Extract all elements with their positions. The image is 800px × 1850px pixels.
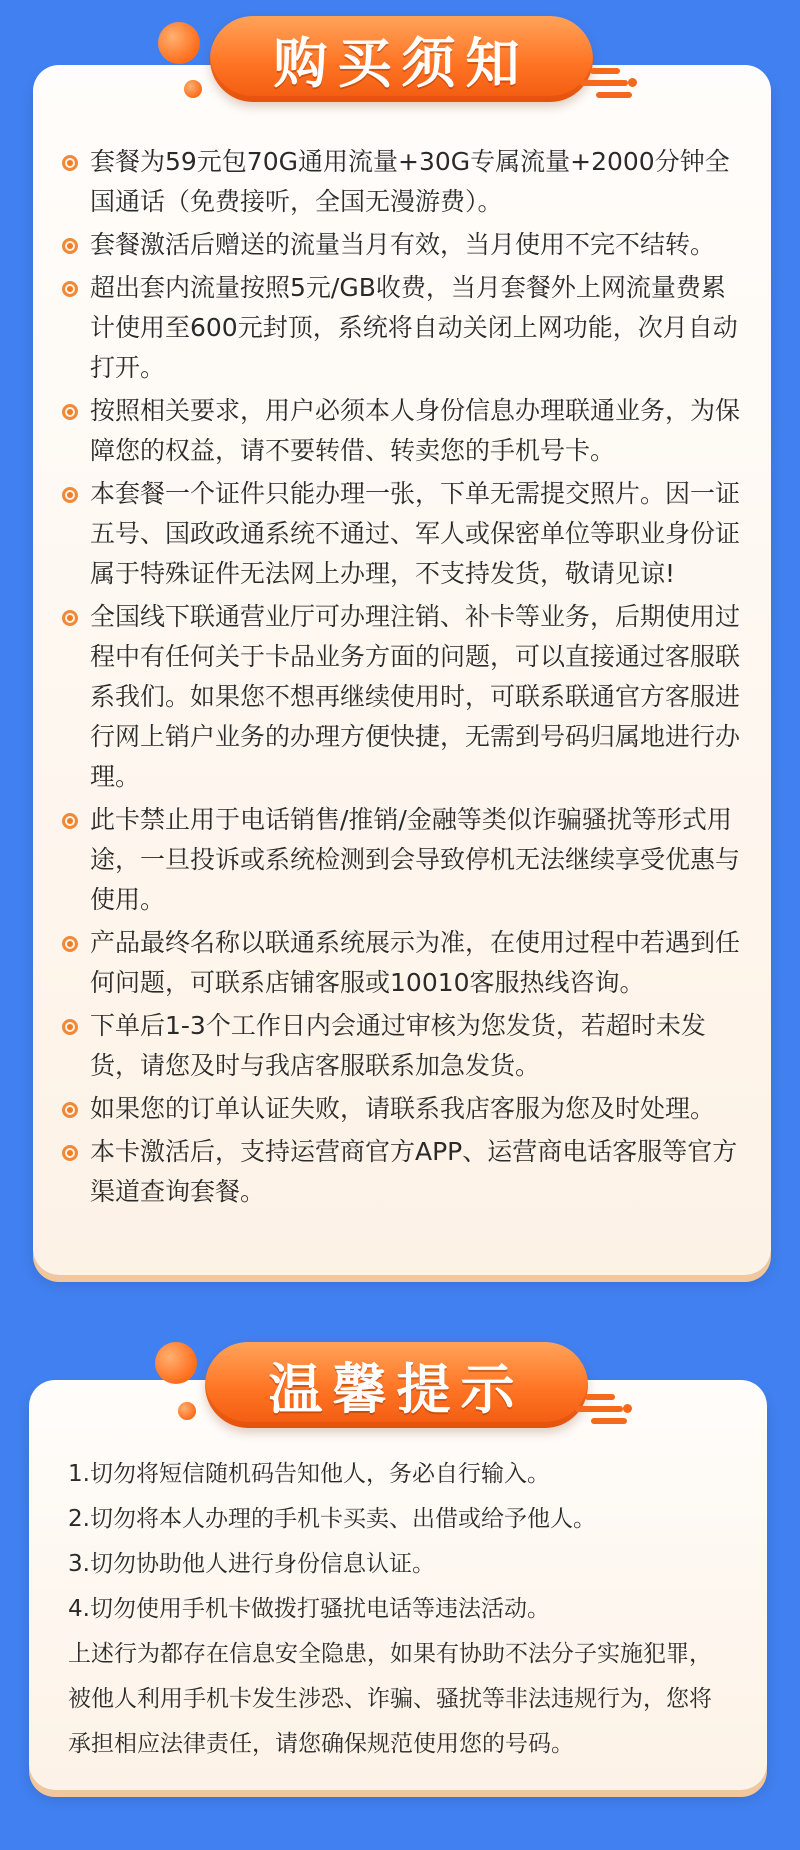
decor-dot <box>623 1404 632 1413</box>
decor-dot <box>628 78 637 87</box>
decor-dash <box>580 80 628 86</box>
decor-dash <box>590 68 620 74</box>
decor-dash <box>596 92 632 98</box>
bullet-icon <box>62 155 78 171</box>
bullet-icon <box>62 610 78 626</box>
decor-ball-large <box>155 1342 197 1384</box>
bullet-icon <box>62 936 78 952</box>
bullet-icon <box>62 1102 78 1118</box>
tip-line: 1.切勿将短信随机码告知他人，务必自行输入。 <box>68 1461 550 1487</box>
tip-line: 3.切勿协助他人进行身份信息认证。 <box>68 1551 435 1577</box>
warm-tips-title: 温馨提示 <box>205 1342 588 1428</box>
decor-dash <box>591 1418 627 1424</box>
list-item: 超出套内流量按照5元/GB收费，当月套餐外上网流量费累计使用至600元封顶，系统将自动关闭上网功能，次月自动打开。 <box>60 268 740 388</box>
bullet-icon <box>62 238 78 254</box>
tip-line: 2.切勿将本人办理的手机卡买卖、出借或给予他人。 <box>68 1506 596 1532</box>
decor-ball-small <box>178 1402 196 1420</box>
list-item: 套餐为59元包70G通用流量+30G专属流量+2000分钟全国通话（免费接听，全国无漫游费）。 <box>60 142 740 222</box>
tip-paragraph: 上述行为都存在信息安全隐患，如果有协助不法分子实施犯罪，被他人利用手机卡发生涉恐、诈骗、骚扰等非法违规行为，您将承担相应法律责任，请您确保规范使用您的号码。 <box>68 1641 712 1757</box>
decor-dash <box>575 1406 623 1412</box>
list-item: 下单后1-3个工作日内会通过审核为您发货，若超时未发货，请您及时与我店客服联系加急发货。 <box>60 1006 740 1086</box>
tip-line: 4.切勿使用手机卡做拨打骚扰电话等违法活动。 <box>68 1596 550 1622</box>
warm-tips-text <box>68 1452 728 1767</box>
bullet-icon <box>62 813 78 829</box>
list-item: 套餐激活后赠送的流量当月有效，当月使用不完不结转。 <box>60 225 740 265</box>
purchase-notice-title: 购买须知 <box>210 16 593 102</box>
list-item: 全国线下联通营业厅可办理注销、补卡等业务，后期使用过程中有任何关于卡品业务方面的问题，可以直接通过客服联系我们。如果您不想再继续使用时，可联系联通官方客服进行网上销户业务的办理方便快捷，无需到号码归属地进行办理。 <box>60 597 740 797</box>
bullet-icon <box>62 487 78 503</box>
list-item: 产品最终名称以联通系统展示为准，在使用过程中若遇到任何问题，可联系店铺客服或10010客服热线咨询。 <box>60 923 740 1003</box>
list-item: 此卡禁止用于电话销售/推销/金融等类似诈骗骚扰等形式用途，一旦投诉或系统检测到会导致停机无法继续享受优惠与使用。 <box>60 800 740 920</box>
list-item: 本卡激活后，支持运营商官方APP、运营商电话客服等官方渠道查询套餐。 <box>60 1132 740 1212</box>
list-item: 按照相关要求，用户必须本人身份信息办理联通业务，为保障您的权益，请不要转借、转卖您的手机号卡。 <box>60 391 740 471</box>
notice-list <box>60 142 740 1215</box>
bullet-icon <box>62 1145 78 1161</box>
decor-dash <box>585 1394 615 1400</box>
decor-ball-large <box>158 22 200 64</box>
list-item: 本套餐一个证件只能办理一张，下单无需提交照片。因一证五号、国政政通系统不通过、军人或保密单位等职业身份证属于特殊证件无法网上办理，不支持发货，敬请见谅! <box>60 474 740 594</box>
bullet-icon <box>62 281 78 297</box>
list-item: 如果您的订单认证失败，请联系我店客服为您及时处理。 <box>60 1089 740 1129</box>
bullet-icon <box>62 1019 78 1035</box>
decor-ball-small <box>184 80 202 98</box>
bullet-icon <box>62 404 78 420</box>
